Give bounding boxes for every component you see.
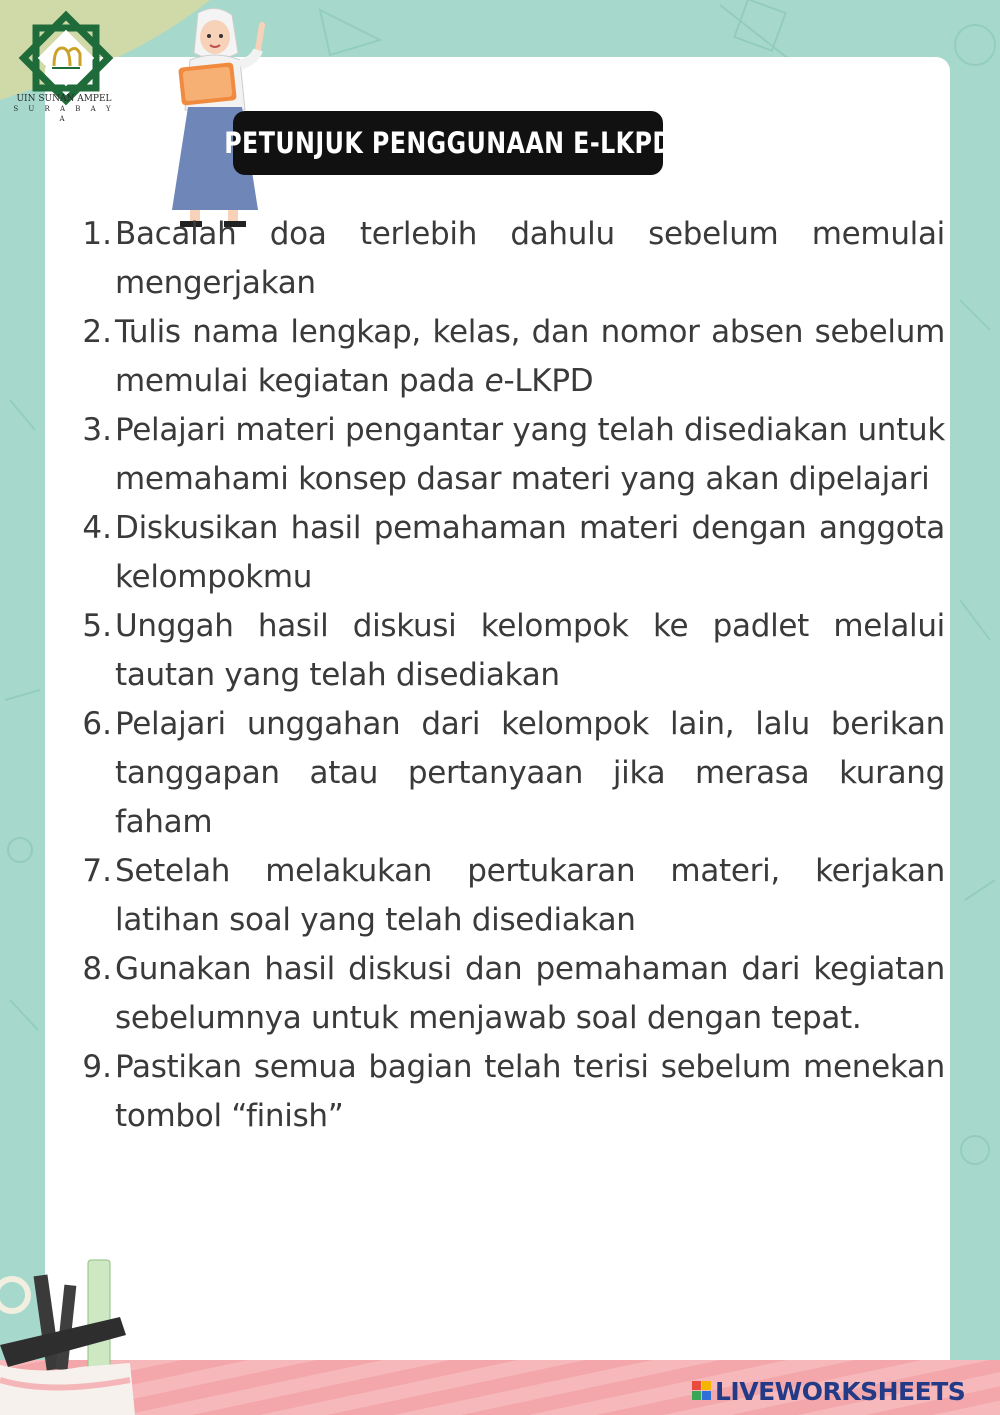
instruction-text: Pastikan semua bagian telah terisi sebelum menekan tombol “finish”: [115, 1049, 945, 1134]
instruction-item-1: [70, 210, 945, 308]
instruction-item-6: [70, 700, 945, 847]
instruction-item-3: [70, 406, 945, 504]
instruction-text: [115, 308, 945, 406]
instruction-number: 9.: [82, 1049, 112, 1085]
university-city: S U R A B A Y A: [13, 105, 115, 123]
instruction-text: Gunakan hasil diskusi dan pemahaman dari kegiatan sebelumnya untuk menjawab soal dengan tepat.: [115, 951, 945, 1036]
instruction-text: Unggah hasil diskusi kelompok ke padlet melalui tautan yang telah disediakan: [115, 608, 945, 693]
instruction-text: Pelajari unggahan dari kelompok lain, lalu berikan tanggapan atau pertanyaan jika merasa kurang faham: [115, 706, 945, 840]
page-title: PETUNJUK PENGGUNAAN E-LKPD: [223, 126, 673, 160]
instruction-text: Bacalah doa terlebih dahulu sebelum memulai mengerjakan: [115, 216, 945, 301]
instruction-text: Diskusikan hasil pemahaman materi dengan anggota kelompokmu: [115, 510, 945, 595]
instruction-list: [70, 210, 945, 1141]
liveworksheets-logo-icon: [692, 1381, 712, 1401]
instruction-text-part: Tulis nama lengkap, kelas, dan nomor absen sebelum memulai kegiatan pada: [115, 314, 945, 399]
instruction-number: 5.: [82, 608, 112, 644]
instruction-number: 8.: [82, 951, 112, 987]
instruction-number: 6.: [82, 706, 112, 742]
university-logo-text: [8, 94, 120, 124]
instruction-number: 7.: [82, 853, 112, 889]
instruction-number: 2.: [82, 314, 112, 350]
title-banner: [223, 111, 673, 175]
instruction-item-5: [70, 602, 945, 700]
instruction-item-8: [70, 945, 945, 1043]
instruction-number: 3.: [82, 412, 112, 448]
instruction-item-9: [70, 1043, 945, 1141]
liveworksheets-brand: [692, 1374, 965, 1408]
instruction-text-part: -LKPD: [503, 363, 594, 399]
instruction-number: 4.: [82, 510, 112, 546]
instruction-text-italic: e: [484, 363, 504, 399]
liveworksheets-text: LIVEWORKSHEETS: [715, 1376, 966, 1406]
instruction-item-4: [70, 504, 945, 602]
instruction-number: 1.: [82, 216, 112, 252]
instruction-text: Pelajari materi pengantar yang telah disediakan untuk memahami konsep dasar materi yang akan dipelajari: [115, 412, 945, 497]
instruction-item-2: [70, 308, 945, 406]
school-supplies-illustration: [0, 1255, 140, 1415]
instruction-text: Setelah melakukan pertukaran materi, kerjakan latihan soal yang telah disediakan: [115, 853, 945, 938]
instruction-item-7: [70, 847, 945, 945]
university-name: UIN SUNAN AMPEL: [16, 94, 112, 104]
